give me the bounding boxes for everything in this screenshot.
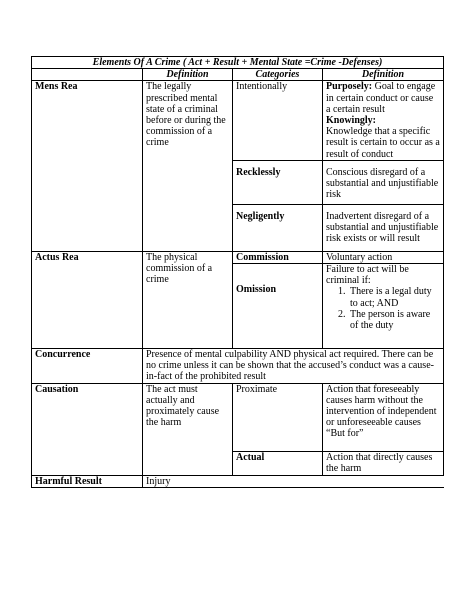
category-commission: Commission <box>233 251 323 263</box>
causation-label: Causation <box>32 383 143 475</box>
omission-list <box>326 286 440 331</box>
header-definition: Definition <box>143 69 233 81</box>
negligently-label: Negligently <box>236 210 285 222</box>
category-negligently <box>233 204 323 251</box>
knowingly-label: Knowingly: <box>326 115 377 127</box>
category-recklessly <box>233 160 323 204</box>
proximate-definition: Action that foreseeably causes harm without the intervention of independent or unforeseeable causes “But for” <box>323 383 444 451</box>
actus-rea-definition: The physical commission of a crime <box>143 251 233 348</box>
header-blank <box>32 69 143 81</box>
category-intentionally: Intentionally <box>233 81 323 160</box>
purposely-label: Purposely: <box>326 81 373 93</box>
omission-definition <box>323 264 444 349</box>
recklessly-label: Recklessly <box>236 166 281 178</box>
omission-intro: Failure to act will be criminal if: <box>326 264 409 287</box>
commission-definition: Voluntary action <box>323 251 444 263</box>
omission-item-1: 1. There is a legal duty to act; AND <box>348 286 440 308</box>
harmful-result-text: Injury <box>143 475 444 487</box>
purposely-text: Goal to engage in certain conduct or cause a certain result <box>326 81 436 115</box>
actus-rea-label: Actus Rea <box>32 251 143 348</box>
negligently-definition: Inadvertent disregard of a substantial and unjustifiable risk exists or will result <box>323 204 444 251</box>
header-categories: Categories <box>233 69 323 81</box>
concurrence-label: Concurrence <box>32 349 143 384</box>
concurrence-text: Presence of mental culpability AND physical act required. There can be no crime unless it can be shown that the accused’s conduct was a cause-in-fact of the prohibited result <box>143 349 444 384</box>
omission-item-2: 2. The person is aware of the duty <box>348 309 440 331</box>
category-actual: Actual <box>233 451 323 475</box>
actual-definition: Action that directly causes the harm <box>323 451 444 475</box>
crime-elements-table <box>31 56 444 488</box>
category-omission <box>233 264 323 349</box>
mens-rea-definition: The legally prescribed mental state of a criminal before or during the commission of a crime <box>143 81 233 251</box>
mens-rea-label: Mens Rea <box>32 81 143 251</box>
recklessly-definition: Conscious disregard of a substantial and unjustifiable risk <box>323 160 444 204</box>
harmful-result-label: Harmful Result <box>32 475 143 487</box>
category-proximate: Proximate <box>233 383 323 451</box>
table-title: Elements Of A Crime ( Act + Result + Mental State =Crime -Defenses) <box>32 57 444 69</box>
omission-label: Omission <box>236 284 277 296</box>
header-definition-2: Definition <box>323 69 444 81</box>
causation-definition: The act must actually and proximately cause the harm <box>143 383 233 475</box>
knowingly-text: Knowledge that a specific result is certain to occur as a result of conduct <box>326 126 440 160</box>
intentionally-definition <box>323 81 444 160</box>
